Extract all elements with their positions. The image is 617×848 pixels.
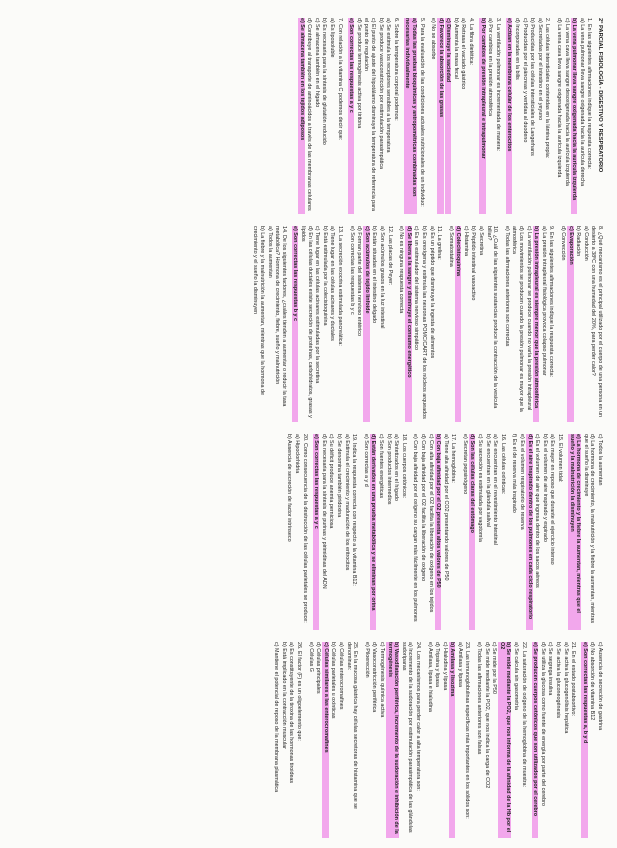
answer-option: d) Convección — [560, 226, 567, 261]
answer-option: c) Se segrega insulina — [547, 642, 554, 696]
answer-option: d) Células principales — [315, 642, 322, 694]
question-block — [348, 226, 393, 422]
answer-option: b) Producidas por las células intersticiales de Langerhans — [529, 18, 536, 156]
question-stem: 14. De los siguientes factores, ¿cuáles tienden a aumentar o reducir la tasa metabólica? Hormona de crecimiento, fiebre, sueño y malnutrición — [274, 226, 287, 407]
answer-option: a) Secretina — [478, 226, 485, 256]
question-stem: 3. La ventilación pulmonar es incrementada de manera: — [494, 18, 501, 152]
question-block — [581, 642, 603, 838]
answer-option: b) Células parietales u oxínticas — [330, 642, 337, 719]
answer-option: a) Se activa la glucogenólisis hepática — [562, 642, 569, 734]
highlighted-answer: e) Se producen cuerpos cetónicos que son utilizados por el cerebro — [532, 642, 539, 838]
answer-option: c) Es el volumen de aire que ingresa dentro de los sacos aéreos — [534, 434, 541, 588]
question-block — [286, 434, 308, 630]
exam-column-1 — [293, 18, 603, 214]
answer-option: c) El punto de ajuste del hipotálamo disminuye la temperatura de referencia para el punto de regulación — [363, 18, 376, 211]
question-block — [313, 434, 358, 630]
question-stem: 24. Los mecanismos para perder calor a alta temperatura son: — [414, 642, 421, 791]
answer-option: a) Células enterocromafines — [338, 642, 344, 710]
question-stem: 21. En el estado postabsortivo: — [570, 642, 577, 717]
answer-option: d) Con baja afinidad por el O2 facilita la liberación de oxígeno — [419, 434, 426, 582]
answer-option: e) No se absorbe — [430, 18, 437, 60]
answer-option: d) Vasoconstricción periférica — [371, 642, 378, 713]
question-stem: 9. En las siguientes afirmaciones indique la respuesta correcta: — [548, 226, 555, 378]
highlighted-answer: d) Es el aire inspirado dentro de los pulmones en cada ciclo respiratorio — [526, 434, 533, 630]
answer-option: b) Está implicado en la contracción muscular — [280, 642, 287, 749]
question-stem: 25. En la mucosa gástrica hay células secretoras de histamina que se denominan: — [345, 642, 359, 809]
answer-option: e) Es el volumen respiratorio de reserva — [519, 434, 526, 530]
highlighted-answer: e) Son correctas las respuestas a, b y d — [581, 642, 588, 838]
answer-option: e) Con baja afinidad por el oxígeno su cargan más fácilmente en los pulmones — [412, 434, 419, 622]
answer-option: a) Se estimula los receptores sensibles a la temperatura — [385, 18, 392, 153]
question-block — [363, 642, 421, 838]
highlighted-answer: b) Amilasa y lisozima — [449, 642, 456, 838]
highlighted-answer: e) Actúan en la membrana celular de los enterocitos — [506, 18, 513, 214]
question-block — [252, 226, 287, 422]
highlighted-answer: e) Son correctas las respuestas a y c — [313, 434, 320, 630]
answer-option: b) Se produce vasoconstricción por estimulación parasimpática — [377, 18, 384, 170]
answer-option: d) Tripsina y lipasa — [434, 642, 441, 687]
answer-option: e) Piloerección — [363, 642, 370, 678]
question-stem: 19. Indica la respuesta correcta con respecto a la vitamina B12: — [351, 434, 358, 586]
answer-option: d) Es necesaria para la síntesis de purinas y pirimidinas del ADN — [320, 434, 327, 589]
answer-option: b) Aumenta la masa fecal — [452, 18, 459, 79]
answer-option: c) La vena cava lleva sangre desoxigenada hacia la aurícula izquierda — [563, 18, 570, 186]
answer-option: a) Hipoclorhidria — [294, 434, 301, 474]
question-block — [412, 434, 457, 630]
answer-option: d) La vena cava lleva sangre oxigenada hacia la aurícula izquierda — [556, 18, 563, 178]
answer-option: a) Sintetizados en el hígado — [393, 434, 400, 501]
answer-option: c) Es un estimulador del sistema nervioso simpático — [413, 226, 420, 351]
highlighted-answer: e) Son correctas las respuestas b y c — [292, 226, 299, 422]
highlighted-answer: c) Células similares a las enterocromafines — [322, 642, 329, 838]
answer-option: e) Todas las afirmaciones anteriores son correctas — [503, 226, 510, 347]
question-block — [555, 18, 592, 214]
question-stem: 10. ¿Cuál de las siguientes sustancias produce la contracción de la vesícula biliar? — [485, 226, 499, 409]
answer-option: c) Hialudina y lipasa — [441, 642, 448, 691]
answer-option: a) La presión intrapleural fisiológica provoca colapso pulmonar — [540, 226, 547, 376]
answer-option: a) Se encuentran en el revestimiento intestinal — [492, 434, 499, 545]
answer-option: a) Secretadas por el intestino en el yeyuno — [536, 18, 543, 121]
answer-option: a) Por cambios en la presión atmosférica — [487, 18, 494, 116]
answer-option: b) Está estimulada por la colecistoquinina — [321, 226, 328, 326]
question-stem: 7. Con relación a la vitamina C podemos decir que: — [336, 18, 343, 141]
answer-option: c) Su secreción es estimulada por vagotomía — [477, 434, 484, 542]
answer-option: d) En las células ductales existe secreción de proteínas, carbohidratos, grasas y lípidos — [300, 226, 313, 418]
answer-option: c) Su déficit produce anemia perniciosa — [328, 434, 335, 529]
answer-option: a) Todos la aumentan — [266, 226, 273, 278]
question-stem: 22. La saturación de oxígeno de la hemoglobina de muestra: — [520, 642, 527, 788]
question-stem: 12. Las placas de Peyer: — [386, 226, 393, 286]
question-stem: 6. Sobre la temperatura corporal podemos: — [392, 18, 399, 121]
answer-option: d) Se mide mediante la PO2, que nos indica la carga de CO2 — [483, 642, 490, 789]
answer-option: b) Se activa la gluconeogénesis — [555, 642, 562, 719]
highlighted-answer: d) Están derivados en una prueba metabólica y se eliminan por orina — [370, 434, 377, 630]
answer-option: a) Se calcula sin gasometría — [513, 642, 520, 711]
answer-option: d) Se utiliza la glucosa como fuente de energía por parte del cerebro — [539, 642, 546, 806]
highlighted-answer: e) Se almacena también en los tejidos adiposos — [298, 18, 305, 214]
question-block — [362, 434, 407, 630]
answer-option: e) Todas las afirmaciones anteriores son falsas — [476, 642, 483, 755]
answer-option: d) La hormona de crecimiento, la malnutrición y la fiebre la aumentan, mientras que el sueño la disminuye — [582, 434, 596, 624]
highlighted-answer: b) Vasodilatación periférica, incremento de la sudoración e inhibición de la termogénesis — [386, 642, 399, 838]
question-stem: 11. La grelina: — [436, 226, 443, 260]
question-block — [426, 642, 471, 838]
answer-option: d) Incorporadas en la bilis — [514, 18, 521, 80]
question-block — [348, 18, 399, 214]
answer-option: b) Se denomina también piridoxina — [336, 434, 342, 518]
question-block — [404, 18, 425, 214]
exam-column-2 — [247, 226, 603, 422]
highlighted-answer: e) La hormona de crecimiento y la fiebre la aumentan, mientras que el sueño y la malnutrición la disminuyen — [568, 434, 581, 630]
highlighted-answer: b) La vena pulmonar lleva sangre oxigenada hacia la aurícula izquierda — [571, 18, 578, 214]
highlighted-answer: b) Con baja afinidad por el O2 presenta altos valores de P50 — [435, 434, 442, 630]
highlighted-answer: b) La presión intrapleural es siempre menor que la presión atmosférica — [533, 226, 540, 422]
answer-option: a) Son acúmulos grasos en la luz intestinal — [378, 226, 385, 329]
answer-option: b) Es orexígena y estimula las neuronas POMC/CART de los núcleos arqueados — [420, 226, 427, 419]
answer-option: e) Somatostatina — [447, 226, 454, 267]
answer-option: b) Están situadas en el intestino delgado — [371, 226, 378, 324]
answer-option: a) Es un péptido que disminuye la ingesta de alimentos — [428, 226, 435, 359]
exam-header: 2º PARCIAL FISIOLOGÍA - DIGESTIVO Y RESPIRATORIO — [597, 18, 603, 173]
answer-option: c) Son fuentes energéticas — [377, 434, 384, 499]
question-stem: 26. El factor (F) es un oligoelemento que: — [296, 642, 303, 741]
question-stem: c) Todos la aumentan — [597, 434, 603, 486]
highlighted-answer: c) Son acúmulos de tejido linfoide — [363, 226, 370, 422]
answer-option: e) Son correctas a y d — [362, 434, 369, 487]
question-block — [307, 642, 358, 838]
answer-option: b) Son productos intermedios — [385, 434, 392, 505]
answer-option: a) Incremento de la sudoración por estimulación parasimpática de las glándulas sudoríparas — [400, 642, 414, 833]
highlighted-answer: c) Evaporación — [567, 226, 574, 422]
highlighted-answer: a) Todas las pruebas bioquímicas y antropométricas combinadas son necesarias individualmente — [404, 18, 417, 214]
answer-option: d) Contribuye al transporte de aminoácidos a través de las membranas celulares — [306, 18, 313, 211]
answer-option: a) Amilasa y lipasa — [456, 642, 463, 687]
answer-option: c) Histamina — [462, 226, 469, 256]
answer-option: a) Conducción — [582, 226, 589, 261]
answer-option: b) Ausencia de secreción de factor intrínseco — [286, 434, 293, 542]
question-stem: 4. La fibra dietética: — [468, 18, 475, 66]
question-block — [503, 226, 554, 422]
question-block — [559, 226, 603, 422]
highlighted-answer: b) Se mide mediante la PO2, que nos informa de la afinidad de la Hb por el O2 — [498, 642, 511, 838]
highlighted-answer: b) Por cambios de presión intrapleural e intrapulmonar — [479, 18, 486, 214]
question-block — [430, 18, 475, 214]
answer-option: d) Se produce termogénesis activa por tiritona — [355, 18, 362, 129]
answer-option: f) Es el de reserva más inspirado — [511, 434, 518, 513]
question-stem: 23. Las inmunoglobulinas específicas más importantes en los sólidos son: — [464, 642, 471, 819]
question-stem: 2. Las células intersticiales contenidas en la lámina propia: — [544, 18, 551, 159]
answer-option: a) Es mayor en reposo que durante el ejercicio intenso — [549, 434, 556, 565]
answer-option: a) Tiene lugar en las células acinares y ductales — [329, 226, 336, 341]
answer-option: b) Radiación — [575, 226, 582, 257]
question-stem: 17. La hemoglobina: — [450, 434, 457, 483]
question-stem: 13. La secreción exocrina estimulada pancreática: — [337, 226, 343, 346]
question-stem: 1. En las siguientes afirmaciones indique la respuesta correcta: — [586, 18, 593, 170]
answer-option: a) Es constituyente de la tiroxina de las hormonas tiroideas — [288, 642, 295, 784]
question-block — [398, 226, 443, 422]
question-block — [506, 18, 551, 214]
answer-option: e) Son correctas las respuestas b y c — [348, 226, 355, 315]
exam-column-3 — [281, 434, 603, 630]
question-stem: 16. Las células oxínticas: — [499, 434, 506, 495]
exam-column-4 — [268, 642, 603, 838]
answer-option: e) Secretan pepsinógeno — [461, 434, 468, 495]
question-block — [298, 18, 343, 214]
question-stem: 15. El volumen tidal: — [557, 434, 564, 483]
answer-option: a) Estimula el crecimiento y maduración de los eritrocitos — [343, 434, 350, 571]
question-block — [511, 434, 563, 630]
answer-option: b) Péptido intestinal vasoactivo — [470, 226, 477, 301]
question-stem: 5. Para la evaluación de las condiciones actuales nutricionales de un individuo: — [418, 18, 425, 207]
question-block — [479, 18, 501, 214]
question-block — [292, 226, 343, 422]
answer-option: b) Es el volumen de aire inspirado y espirado — [541, 434, 548, 542]
question-stem: 18. Los cuerpos cetónicos: — [400, 434, 407, 499]
answer-option: d) Forman parte del sistema nervioso entérico — [356, 226, 363, 336]
highlighted-answer: d) Favorece la absorción de las grasas — [437, 18, 444, 214]
highlighted-answer: e) Son correctas las respuestas a y c — [348, 18, 355, 214]
answer-option: c) Termogénesis química activa — [378, 642, 385, 718]
answer-option: d) Los movimientos se producen cuando la presión pulmonar es mayor que la atmosférica — [511, 226, 525, 412]
question-block — [532, 642, 577, 838]
highlighted-answer: c) Disminuye la saciedad — [445, 18, 452, 214]
answer-option: c) La ventilación pulmonar se produce cuando no varía la presión intrapleural — [525, 226, 532, 411]
question-block — [476, 642, 527, 838]
question-stem: 20. Como consecuencia de la destrucción de las células parietales se produce: — [301, 434, 308, 623]
answer-option: d) No absorción de vitamina B12 — [589, 642, 596, 721]
question-stem: 8. ¿Qué mecanismo es el principal utilizado por el cuerpo de una persona en un desierto a 38ºC con una humedad del 20%, para perder calor? — [590, 226, 603, 418]
answer-option: c) Con alta afinidad por el O2 facilita la liberación de oxígeno en los tejidos — [427, 434, 434, 613]
question-stem: c) Ausencia de secreción de gastrina — [597, 642, 603, 731]
answer-option: b) Es necesaria para la síntesis de glutatión reducido — [321, 18, 328, 145]
answer-option: b) La fiebre y la malnutrición la aumentan, mientras que la hormona de crecimiento y el sueño la disminuyen — [252, 226, 266, 395]
question-block — [273, 642, 302, 838]
question-block — [461, 434, 506, 630]
answer-option: a) Tiene alta afinidad por el CO2 presentando valores de P50 — [442, 434, 449, 581]
highlighted-answer: d) Colecistoquinina — [455, 226, 462, 422]
answer-option: c) Se mide por la P50 — [491, 642, 498, 694]
answer-option: e) Células G — [307, 642, 314, 672]
highlighted-answer: d) Son las células claras del estómago — [469, 434, 476, 630]
highlighted-answer: d) Se libera a la sangre y disminuye el consumo energético — [405, 226, 412, 422]
answer-option: b) Se encuentran en la glándula salival — [484, 434, 491, 527]
answer-option: c) Tiene lugar en las células acinares estimuladas por la secretina — [314, 226, 321, 384]
answer-option: c) Mantiene el potencial de reposo de la membrana plasmática — [273, 642, 280, 793]
answer-option: c) Se almacena también en el hígado — [313, 18, 320, 108]
answer-option: e) No es ninguna respuesta correcta — [398, 226, 405, 314]
question-block — [568, 434, 603, 630]
answer-option: a) La vena pulmonar lleva sangre oxigenada hacia la aurícula derecha — [578, 18, 585, 187]
answer-option: a) Es liposoluble — [329, 18, 335, 58]
answer-option: c) Producidas por el páncreas y vertidas al duodeno — [521, 18, 528, 143]
question-block — [447, 226, 498, 422]
answer-option: e) Amilasa, lipasa e hialudina — [426, 642, 433, 712]
answer-option: a) Retrasa el vaciado gástrico — [460, 18, 467, 90]
